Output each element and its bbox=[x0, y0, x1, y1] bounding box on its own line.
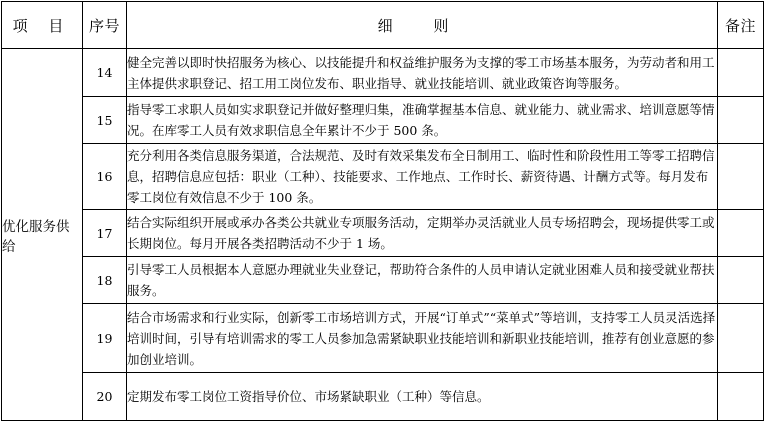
category-cell: 优化服务供给 bbox=[2, 49, 83, 421]
header-row bbox=[2, 2, 764, 49]
row-remark bbox=[718, 144, 764, 210]
header-rules: 细 则 bbox=[127, 2, 718, 49]
table-row bbox=[2, 304, 764, 373]
table-row bbox=[2, 210, 764, 257]
row-text: 充分利用各类信息服务渠道，合法规范、及时有效采集发布全日制用工、临时性和阶段性用工等零工招聘信息，招聘信息应包括：职业（工种）、技能要求、工作地点、工作时长、薪资待遇、计酬方式等。每月发布零工岗位有效信息不少于 100 条。 bbox=[127, 144, 718, 210]
header-remark: 备注 bbox=[718, 2, 764, 49]
row-remark bbox=[718, 373, 764, 421]
table-row bbox=[2, 257, 764, 304]
header-item: 项 目 bbox=[2, 2, 83, 49]
row-remark bbox=[718, 257, 764, 304]
row-text: 结合实际组织开展或承办各类公共就业专项服务活动，定期举办灵活就业人员专场招聘会，现场提供零工或长期岗位。每月开展各类招聘活动不少于 1 场。 bbox=[127, 210, 718, 257]
row-remark bbox=[718, 210, 764, 257]
row-remark bbox=[718, 304, 764, 373]
rules-table bbox=[1, 1, 764, 421]
row-number: 18 bbox=[83, 257, 127, 304]
row-number: 19 bbox=[83, 304, 127, 373]
table-row bbox=[2, 97, 764, 144]
row-text: 结合市场需求和行业实际，创新零工市场培训方式，开展“订单式”“菜单式”等培训，支持零工人员灵活选择培训时间，引导有培训需求的零工人员参加急需紧缺职业技能培训和新职业技能培训，推荐有创业意愿的参加创业培训。 bbox=[127, 304, 718, 373]
table-row bbox=[2, 373, 764, 421]
table-row bbox=[2, 49, 764, 97]
row-number: 17 bbox=[83, 210, 127, 257]
row-text: 引导零工人员根据本人意愿办理就业失业登记，帮助符合条件的人员申请认定就业困难人员和接受就业帮扶服务。 bbox=[127, 257, 718, 304]
table-row bbox=[2, 144, 764, 210]
row-text: 健全完善以即时快招服务为核心、以技能提升和权益维护服务为支撑的零工市场基本服务，为劳动者和用工主体提供求职登记、招工用工岗位发布、职业指导、就业技能培训、就业政策咨询等服务。 bbox=[127, 49, 718, 97]
row-text: 指导零工求职人员如实求职登记并做好整理归集，准确掌握基本信息、就业能力、就业需求、培训意愿等情况。在库零工人员有效求职信息全年累计不少于 500 条。 bbox=[127, 97, 718, 144]
row-number: 15 bbox=[83, 97, 127, 144]
row-remark bbox=[718, 97, 764, 144]
row-text: 定期发布零工岗位工资指导价位、市场紧缺职业（工种）等信息。 bbox=[127, 373, 718, 421]
row-remark bbox=[718, 49, 764, 97]
row-number: 20 bbox=[83, 373, 127, 421]
row-number: 14 bbox=[83, 49, 127, 97]
header-seq: 序号 bbox=[83, 2, 127, 49]
row-number: 16 bbox=[83, 144, 127, 210]
